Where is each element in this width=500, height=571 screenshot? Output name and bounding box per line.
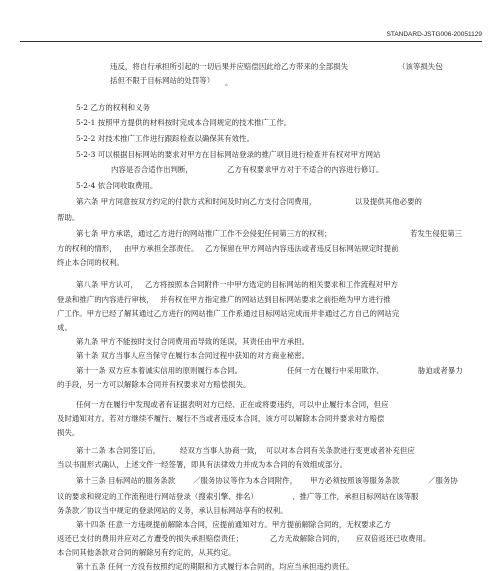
text-line: ／服务协 xyxy=(428,476,458,485)
text-line: 登录和推广的内容进行审核， xyxy=(57,295,154,304)
text-line: 由甲方承担全部责任。 xyxy=(124,244,199,253)
text-line: 第十一条 双方应本着诚实信用的原则履行本合同。 xyxy=(76,366,243,375)
text-line: 任何一方在履行中采用欺诈、 xyxy=(287,366,384,375)
text-line: 、推广等工作，承担目标网站在该等服 xyxy=(292,492,419,501)
text-line: 返还已支付的费用并应对乙方遭受的损失承担赔偿责任； xyxy=(57,534,244,543)
text-line: 若发生侵犯第三 xyxy=(410,229,463,238)
text-line: 第十条 双方当事人应当保守在履行本合同过程中获知的对方商业秘密。 xyxy=(76,351,310,360)
text-line: 5-2-3 可以根据目标网站的要求对甲方在目标网站登录的推广项目进行检查并有权对甲方网站 xyxy=(76,150,381,159)
text-line: 胁迫或者暴力 xyxy=(418,366,463,375)
text-line: 广工作。甲方已经了解其通过乙方进行的网站推广工作系通过目标网站完成而并非通过乙方自己的网站完 xyxy=(57,309,400,318)
text-line: 乙方无故解除合同的， xyxy=(270,534,345,543)
text-line: 第七条 甲方承诺，通过乙方进行的网站推广工作不会侵犯任何第三方的权利； xyxy=(76,229,332,238)
text-line: 第六条 甲方同意按双方约定的付款方式和时间及时向乙方支付合同费用， xyxy=(76,197,317,206)
document-code: STANDARD-JSTG006-20051129 xyxy=(386,31,482,38)
text-line: ／服务协议等作为本合同附件， xyxy=(193,476,298,485)
text-line: 方的权利的情形， xyxy=(57,244,117,253)
text-line: 及时通知对方。若对方继续不履行、履行不当或者违反本合同，该方可以解除本合同并要求对方赔偿 xyxy=(57,414,385,423)
text-line: 经双方当事人协商一致， xyxy=(180,446,262,455)
text-line: 的手段，另一方可以解除本合同并有权要求对方赔偿损失。 xyxy=(57,380,251,389)
text-line: 本合同其他条款对合同的解除另有约定的，从其约定。 xyxy=(57,548,236,557)
text-line: 可以对本合同有关条款进行变更或者补充但应 xyxy=(266,446,415,455)
text-line: 。 xyxy=(225,78,233,87)
text-line: 甲方必须按照该等服务条款 xyxy=(310,476,400,485)
text-line: 5-2-2 对技术推广工作进行跟踪检查以确保其有效性。 xyxy=(76,134,255,143)
text-line: 帮助。 xyxy=(57,213,80,222)
text-line: 当以书面形式确认，上述文件一经签署，即具有法律效力并成为本合同的有效组成部分。 xyxy=(57,460,348,469)
section-heading: 5-2 乙方的权利和义务 xyxy=(76,103,150,112)
text-line: 成。 xyxy=(57,323,72,332)
text-line: 损失。 xyxy=(57,428,80,437)
text-line: 务条款／协议当中规定的登录网站的义务，承认目标网站享有的权利。 xyxy=(57,506,288,515)
text-line: 并有权在甲方指定推广的网站达到目标网站要求之前拒绝为甲方进行推 xyxy=(160,295,391,304)
text-line: 任何一方在履行中发现或者有证据表明对方已经、正在或将要违约，可以中止履行本合同，但应 xyxy=(76,400,389,409)
text-line: 第十三条 目标网站的服务条款 xyxy=(76,476,176,485)
text-line: （该等损失包 xyxy=(398,62,443,71)
text-line: 议的要求和规定的工作流程进行网站登录（搜索引擎、排名） xyxy=(57,492,258,501)
text-line: 5-2-4 依合同收取费用。 xyxy=(76,181,158,190)
text-line: 第十五条 任何一方没有按照约定的期限和方式履行本合同的，均应当承担违约责任。 xyxy=(76,562,354,571)
text-line: 终止本合同的权利。 xyxy=(57,258,124,267)
text-line: 内容是否合适作出判断， xyxy=(111,165,193,174)
text-line: 乙方将按照本合同附件一中甲方选定的目标网站的相关要求和工作流程对甲方 xyxy=(145,280,398,289)
header-divider xyxy=(20,41,482,42)
text-line: 5-2-1 按照甲方提供的材料按时完成本合同规定的技术推广工作。 xyxy=(76,118,292,127)
text-line: 括但不限于目标网站的处罚等） xyxy=(110,76,215,85)
text-line: 应双倍返还已收费用。 xyxy=(356,534,431,543)
text-line: 第十二条 本合同签订后， xyxy=(76,446,161,455)
text-line: 乙方保留在甲方网站内容违法或者违反目标网站规定时提前 xyxy=(205,244,399,253)
text-line: 第九条 甲方不能按时支付合同费用而导致的延误，其责任由甲方承担。 xyxy=(76,337,310,346)
text-line: 乙方有权要求甲方对于不适合的内容进行修订。 xyxy=(227,165,384,174)
text-line: 第十四条 任意一方违规提前解除本合同，应提前通知对方。甲方提前解除合同的，无权要求乙方 xyxy=(76,520,391,529)
text-line: 违反，将自行承担所引起的一切后果并应赔偿因此给乙方带来的全部损失 xyxy=(110,62,349,71)
text-line: 以及提供其他必要的 xyxy=(355,197,422,206)
text-line: 第八条 甲方认可， xyxy=(76,280,138,289)
